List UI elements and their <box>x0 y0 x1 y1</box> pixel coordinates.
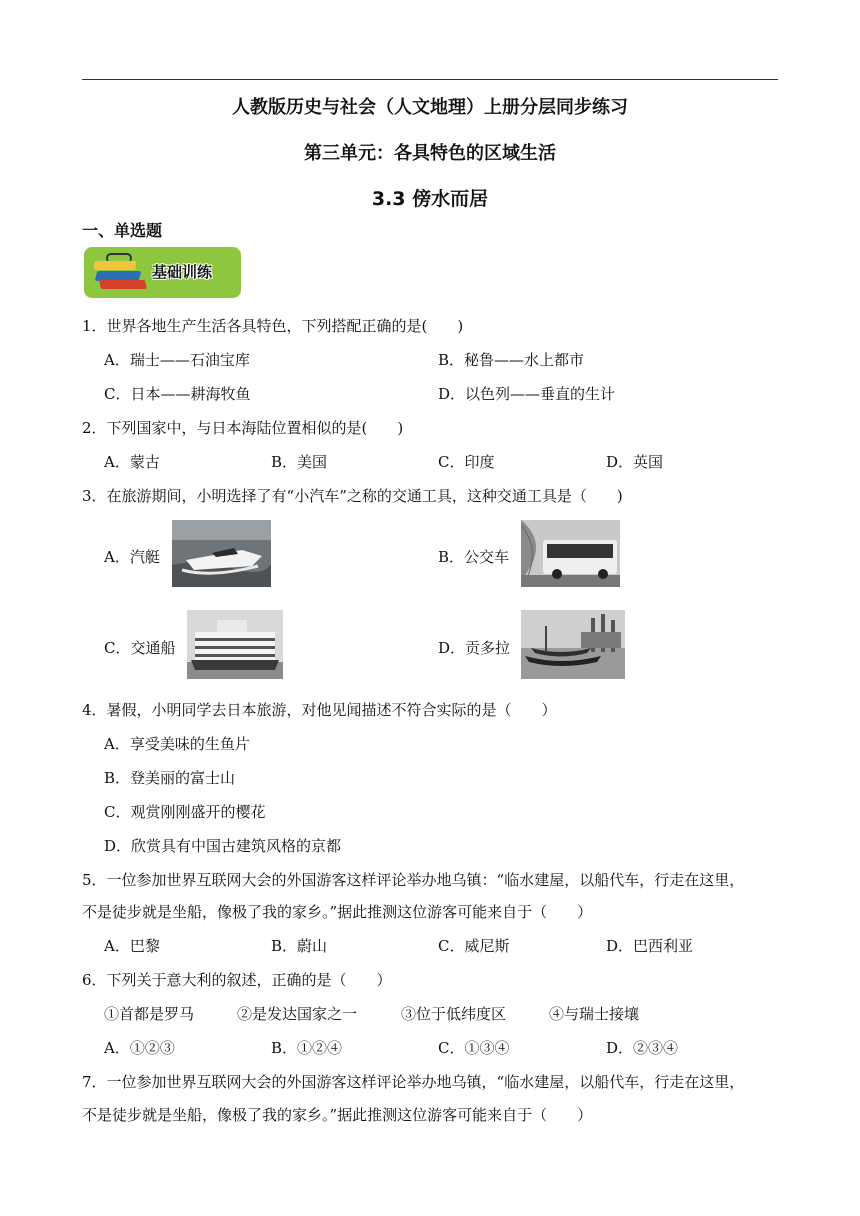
lesson-title: 3.3 傍水而居 <box>371 188 489 210</box>
question-4-option-b: B．登美丽的富士山 <box>104 769 236 787</box>
question-2-option-a: A．蒙古 <box>104 453 160 471</box>
question-1-stem: 1．世界各地生产生活各具特色，下列搭配正确的是( ) <box>82 317 464 335</box>
question-5-option-a: A．巴黎 <box>104 937 160 955</box>
question-6-statement-1: ①首都是罗马 <box>104 1005 195 1023</box>
header-rule <box>82 79 778 80</box>
question-4-option-d: D．欣赏具有中国古建筑风格的京都 <box>104 837 342 855</box>
basic-training-badge <box>84 247 241 298</box>
gondola-photo <box>521 610 625 679</box>
question-5-stem-line-2: 不是徒步就是坐船，像极了我的家乡。”据此推测这位游客可能来自于（ ） <box>82 903 593 921</box>
question-5-option-d: D．巴西利亚 <box>606 937 694 955</box>
question-3-option-d: D．贡多拉 <box>438 639 511 657</box>
question-2-option-b: B．美国 <box>271 453 328 471</box>
question-6-option-d: D．②③④ <box>606 1039 679 1057</box>
question-6-option-a: A．①②③ <box>104 1039 175 1057</box>
question-1-option-a: A．瑞士——石油宝库 <box>104 351 250 369</box>
question-4-stem: 4．暑假，小明同学去日本旅游，对他见闻描述不符合实际的是（ ） <box>82 701 557 719</box>
badge-label: 基础训练 <box>152 263 213 281</box>
book-icon <box>99 280 147 289</box>
question-3-option-a: A．汽艇 <box>104 548 160 566</box>
question-6-statement-4: ④与瑞士接壤 <box>549 1005 640 1023</box>
question-2-option-c: C．印度 <box>438 453 495 471</box>
question-3-option-b: B．公交车 <box>438 548 510 566</box>
section-heading: 一、单选题 <box>82 221 163 240</box>
question-6-statement-3: ③位于低纬度区 <box>401 1005 507 1023</box>
question-1-option-c: C．日本——耕海牧鱼 <box>104 385 251 403</box>
question-6-option-b: B．①②④ <box>271 1039 343 1057</box>
question-4-option-a: A．享受美味的生鱼片 <box>104 735 250 753</box>
question-7-stem-line-2: 不是徒步就是坐船，像极了我的家乡。”据此推测这位游客可能来自于（ ） <box>82 1106 593 1124</box>
question-5-option-c: C．威尼斯 <box>438 937 510 955</box>
unit-title: 第三单元：各具特色的区域生活 <box>304 143 556 164</box>
question-7-stem-line-1: 7．一位参加世界互联网大会的外国游客这样评论举办地乌镇，“临水建屋，以船代车，行走在这里， <box>82 1073 745 1091</box>
question-3-stem: 3．在旅游期间，小明选择了有“小汽车”之称的交通工具，这种交通工具是（ ) <box>82 487 623 505</box>
question-3-option-c: C．交通船 <box>104 639 176 657</box>
question-5-stem-line-1: 5．一位参加世界互联网大会的外国游客这样评论举办地乌镇：“临水建屋，以船代车，行走在这里， <box>82 871 745 889</box>
question-6-stem: 6．下列关于意大利的叙述，正确的是（ ） <box>82 971 392 989</box>
book-icon <box>93 261 136 270</box>
document-title: 人教版历史与社会（人文地理）上册分层同步练习 <box>232 97 628 118</box>
question-1-option-b: B．秘鲁——水上都市 <box>438 351 585 369</box>
question-5-option-b: B．蔚山 <box>271 937 328 955</box>
question-1-option-d: D．以色列——垂直的生计 <box>438 385 616 403</box>
question-6-statement-2: ②是发达国家之一 <box>237 1005 358 1023</box>
bus-photo <box>521 520 620 587</box>
question-2-option-d: D．英国 <box>606 453 664 471</box>
question-4-option-c: C．观赏刚刚盛开的樱花 <box>104 803 266 821</box>
question-6-option-c: C．①③④ <box>438 1039 510 1057</box>
cruise-ship-photo <box>187 610 283 679</box>
question-2-stem: 2．下列国家中，与日本海陆位置相似的是( ) <box>82 419 404 437</box>
speedboat-photo <box>172 520 271 587</box>
